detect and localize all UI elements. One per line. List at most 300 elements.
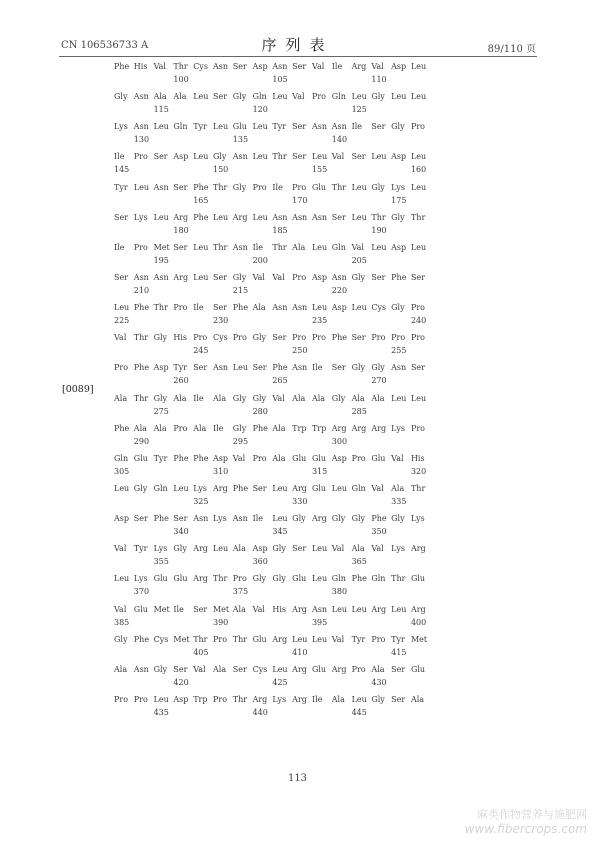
sequence-block	[114, 183, 444, 213]
residue: Glu	[153, 574, 168, 584]
position-number	[272, 135, 292, 145]
position-number	[332, 196, 352, 206]
position-number	[352, 618, 372, 628]
position-number: 135	[232, 135, 249, 145]
residue: Tyr	[114, 182, 128, 192]
residue: Arg	[292, 483, 307, 493]
position-number	[114, 527, 134, 537]
residue: Pro	[133, 242, 148, 252]
position-number	[213, 527, 233, 537]
patent-number: CN 106536733 A	[61, 40, 149, 51]
residue: Gly	[252, 333, 267, 343]
position-number	[332, 407, 352, 417]
residue: Arg	[410, 544, 426, 554]
position-number	[312, 256, 332, 266]
position-number	[134, 407, 154, 417]
residue: Thr	[272, 152, 287, 162]
position-number	[253, 678, 273, 688]
residue: Ser	[252, 363, 267, 373]
position-number	[371, 437, 391, 447]
residue: Leu	[410, 152, 427, 162]
position-number	[332, 708, 352, 718]
position-number	[173, 497, 193, 507]
residue: Tyr	[391, 634, 405, 644]
residue: Ser	[351, 152, 366, 162]
position-number	[193, 407, 213, 417]
position-number: 245	[193, 346, 209, 356]
residue: Glu	[292, 574, 307, 584]
residue-row	[114, 454, 431, 464]
position-number	[292, 678, 312, 688]
residue: Pro	[133, 694, 148, 704]
position-number	[193, 165, 213, 175]
position-number	[114, 135, 134, 145]
residue: Ala	[173, 92, 187, 102]
position-number	[213, 346, 233, 356]
residue: Asp	[252, 544, 268, 554]
residue: Gln	[331, 574, 346, 584]
residue: Ser	[410, 363, 425, 373]
residue: Ile	[252, 242, 264, 252]
residue: Met	[212, 604, 230, 614]
position-number	[213, 286, 233, 296]
position-number	[134, 557, 154, 567]
position-number	[272, 105, 292, 115]
residue: Gly	[232, 92, 247, 102]
position-number	[154, 376, 174, 386]
residue: Ser	[193, 604, 208, 614]
position-number	[411, 105, 431, 115]
residue: Ala	[212, 393, 227, 403]
position-number	[312, 346, 332, 356]
residue: Ala	[153, 92, 167, 102]
position-number: 395	[311, 617, 328, 627]
residue: Arg	[331, 664, 347, 674]
position-number	[233, 226, 253, 236]
residue: Leu	[232, 363, 248, 373]
residue-row	[114, 62, 431, 72]
position-number: 335	[391, 496, 407, 506]
position-number	[272, 648, 292, 658]
residue: Phe	[153, 514, 169, 524]
residue: Val	[351, 242, 364, 252]
position-number	[292, 557, 312, 567]
position-number	[371, 557, 391, 567]
residue: Asn	[272, 212, 288, 222]
residue: Leu	[351, 694, 367, 704]
position-number	[154, 165, 174, 175]
residue: His	[410, 453, 425, 463]
residue: Arg	[272, 634, 288, 644]
sequence-listing	[114, 62, 444, 725]
position-number: 375	[232, 587, 249, 597]
position-number	[134, 316, 154, 326]
position-number	[272, 196, 292, 206]
position-row	[114, 105, 431, 115]
residue: Leu	[410, 242, 427, 252]
position-number	[312, 527, 332, 537]
position-number: 400	[410, 617, 427, 627]
residue: Ser	[153, 152, 168, 162]
residue: Thr	[232, 694, 248, 704]
position-number	[134, 527, 154, 537]
residue: Lys	[391, 423, 405, 433]
position-row	[114, 196, 431, 206]
position-number	[173, 587, 193, 597]
position-number	[114, 226, 134, 236]
position-number	[253, 467, 273, 477]
residue: Val	[252, 272, 265, 282]
position-number: 235	[311, 316, 328, 326]
residue: Pro	[292, 333, 307, 343]
residue: Asn	[232, 514, 248, 524]
residue-row	[114, 243, 431, 253]
residue: Ser	[371, 272, 386, 282]
residue: Arg	[252, 694, 268, 704]
sequence-block	[114, 273, 444, 303]
position-number	[312, 135, 332, 145]
position-number	[154, 346, 174, 356]
position-number	[253, 135, 273, 145]
residue: Arg	[173, 212, 189, 222]
residue-row	[114, 695, 431, 705]
position-number: 290	[133, 436, 150, 446]
position-number	[411, 708, 431, 718]
residue: Leu	[351, 182, 367, 192]
residue: Ser	[292, 152, 307, 162]
sequence-block	[114, 213, 444, 243]
position-number	[134, 105, 154, 115]
position-number: 210	[133, 285, 150, 295]
residue: Gly	[331, 393, 346, 403]
position-number	[134, 467, 154, 477]
residue: Asn	[331, 272, 347, 282]
position-number	[114, 346, 134, 356]
residue: Val	[193, 664, 206, 674]
position-number: 275	[153, 406, 169, 416]
position-number	[312, 407, 332, 417]
residue: Gly	[114, 92, 128, 102]
residue: Asn	[232, 152, 248, 162]
residue: Ile	[351, 122, 363, 132]
position-number	[213, 557, 233, 567]
residue: Ala	[410, 694, 425, 704]
residue: Leu	[193, 152, 209, 162]
residue: Phe	[173, 453, 189, 463]
position-number	[312, 648, 332, 658]
residue: Glu	[410, 664, 426, 674]
position-number	[213, 376, 233, 386]
position-number	[292, 75, 312, 85]
residue: Phe	[133, 303, 150, 313]
residue: Gly	[371, 92, 385, 102]
residue: Gly	[351, 272, 366, 282]
residue: Ala	[292, 393, 306, 403]
residue: Lys	[133, 574, 148, 584]
position-number	[213, 497, 233, 507]
residue: Leu	[311, 574, 328, 584]
residue: Ala	[272, 453, 286, 463]
position-row	[114, 407, 431, 417]
residue: His	[133, 62, 148, 71]
residue: Thr	[272, 242, 287, 252]
position-number	[272, 407, 292, 417]
residue: Lys	[193, 483, 207, 493]
position-number	[332, 226, 352, 236]
position-number	[352, 497, 372, 507]
position-number	[114, 557, 134, 567]
residue: Tyr	[173, 363, 188, 373]
position-number	[154, 437, 174, 447]
position-number	[134, 75, 154, 85]
residue: Asp	[391, 152, 407, 162]
residue: Leu	[114, 483, 130, 493]
residue: Gly	[252, 574, 267, 584]
position-number	[154, 196, 174, 206]
position-number	[391, 407, 411, 417]
residue: Ile	[311, 363, 323, 373]
position-number	[213, 708, 233, 718]
position-number	[154, 648, 174, 658]
residue: Asn	[232, 242, 248, 252]
position-number	[134, 618, 154, 628]
residue: Ser	[391, 694, 406, 704]
position-number: 120	[252, 105, 268, 115]
position-number	[114, 286, 134, 296]
position-number	[411, 407, 431, 417]
position-number: 190	[371, 225, 387, 235]
residue: Pro	[391, 333, 406, 343]
position-number	[352, 165, 372, 175]
residue: Pro	[410, 303, 425, 313]
position-number: 200	[252, 255, 268, 265]
position-number	[154, 527, 174, 537]
position-number	[292, 316, 312, 326]
position-number	[411, 75, 431, 85]
residue: Ser	[173, 242, 188, 252]
position-row	[114, 557, 431, 567]
residue: Leu	[371, 242, 387, 252]
residue: Pro	[232, 333, 247, 343]
position-number	[352, 286, 372, 296]
position-number	[411, 678, 431, 688]
residue: Asp	[331, 453, 347, 463]
position-number	[352, 226, 372, 236]
residue: Phe	[114, 423, 130, 433]
position-number	[253, 75, 273, 85]
residue: Gly	[133, 483, 148, 493]
position-number	[411, 376, 431, 386]
position-number: 355	[153, 557, 169, 567]
residue-row	[114, 635, 431, 645]
residue: Val	[311, 62, 325, 71]
residue: Pro	[410, 122, 425, 132]
residue: Pro	[292, 272, 307, 282]
residue: Gly	[114, 634, 128, 644]
position-number	[193, 618, 213, 628]
position-number	[114, 407, 134, 417]
residue: Leu	[351, 92, 367, 102]
position-number	[411, 346, 431, 356]
residue: Tyr	[193, 122, 207, 132]
residue: Gly	[212, 152, 227, 162]
position-row	[114, 376, 431, 386]
position-number	[391, 376, 411, 386]
position-number	[312, 678, 332, 688]
position-number	[391, 75, 411, 85]
residue-row	[114, 544, 431, 554]
position-number	[213, 437, 233, 447]
residue: Leu	[410, 393, 427, 403]
position-number	[371, 407, 391, 417]
position-number	[173, 316, 193, 326]
position-number	[371, 286, 391, 296]
residue: Gly	[371, 363, 385, 373]
position-number: 145	[114, 165, 130, 175]
position-number	[134, 346, 154, 356]
position-number	[352, 467, 372, 477]
position-number	[173, 346, 193, 356]
residue: Val	[114, 604, 127, 614]
residue: Asp	[252, 62, 268, 71]
position-number	[233, 316, 253, 326]
position-number: 385	[114, 617, 130, 627]
position-number: 125	[351, 105, 367, 115]
position-number	[114, 196, 134, 206]
residue: Pro	[311, 333, 326, 343]
position-number: 365	[351, 557, 367, 567]
position-number	[213, 105, 233, 115]
position-number	[371, 497, 391, 507]
residue: Glu	[311, 182, 327, 192]
residue-row	[114, 333, 431, 343]
sequence-block	[114, 303, 444, 333]
position-number	[272, 618, 292, 628]
residue: Gly	[391, 303, 405, 313]
position-number	[391, 618, 411, 628]
sequence-block	[114, 122, 444, 152]
residue: Ser	[212, 303, 228, 313]
position-number	[173, 256, 193, 266]
position-number: 255	[391, 346, 407, 356]
position-number	[114, 105, 134, 115]
residue: Ser	[272, 333, 287, 343]
position-number	[292, 256, 312, 266]
residue: Leu	[331, 483, 347, 493]
residue: Ile	[252, 514, 264, 524]
position-number: 115	[153, 105, 169, 115]
position-number	[134, 648, 154, 658]
position-number: 320	[410, 466, 427, 476]
position-number	[332, 678, 352, 688]
residue: Leu	[391, 92, 407, 102]
sequence-block	[114, 574, 444, 604]
position-number	[173, 135, 193, 145]
residue-row	[114, 213, 431, 223]
position-number	[213, 678, 233, 688]
position-number	[233, 75, 253, 85]
position-number	[233, 407, 253, 417]
residue: His	[272, 604, 287, 614]
position-number: 285	[351, 406, 367, 416]
position-number	[272, 437, 292, 447]
position-number	[253, 497, 273, 507]
residue: Glu	[292, 453, 307, 463]
residue: Gly	[351, 514, 366, 524]
residue: Val	[331, 634, 345, 644]
position-number	[292, 105, 312, 115]
position-row	[114, 648, 431, 658]
residue: Glu	[311, 664, 327, 674]
residue: Ala	[371, 664, 385, 674]
position-number	[312, 75, 332, 85]
residue: Val	[371, 62, 384, 71]
residue: Met	[410, 634, 428, 644]
residue: Pro	[371, 333, 386, 343]
position-number: 345	[272, 527, 288, 537]
position-number	[371, 105, 391, 115]
position-row	[114, 75, 431, 85]
residue: Asn	[153, 182, 169, 192]
position-number	[193, 376, 213, 386]
residue: Val	[272, 272, 285, 282]
position-number	[193, 527, 213, 537]
position-number: 100	[173, 75, 189, 84]
residue: Arg	[371, 423, 387, 433]
residue: Ala	[114, 393, 128, 403]
position-number	[193, 678, 213, 688]
residue: Asp	[311, 272, 327, 282]
residue: Ile	[331, 62, 343, 71]
position-number: 185	[272, 225, 288, 235]
position-number	[391, 286, 411, 296]
residue: Arg	[351, 423, 367, 433]
position-number	[411, 527, 431, 537]
residue: Met	[153, 242, 170, 252]
residue: Gly	[232, 182, 247, 192]
residue: Leu	[391, 604, 407, 614]
residue: Thr	[410, 483, 426, 493]
position-number: 220	[331, 285, 348, 295]
residue: Ile	[311, 694, 323, 704]
residue: Leu	[193, 92, 209, 102]
position-number	[154, 226, 174, 236]
residue: Glu	[252, 634, 267, 644]
position-number	[233, 196, 253, 206]
position-number	[312, 286, 332, 296]
position-number	[134, 376, 154, 386]
position-number	[114, 75, 134, 85]
sequence-block	[114, 394, 444, 424]
position-number	[193, 226, 213, 236]
residue: Val	[371, 544, 384, 554]
residue: Ala	[193, 423, 207, 433]
residue: Ser	[331, 363, 346, 373]
position-number	[154, 678, 174, 688]
residue: Ala	[173, 393, 187, 403]
residue: Gly	[391, 212, 405, 222]
residue: Pro	[351, 453, 366, 463]
position-number	[332, 557, 352, 567]
residue: Thr	[391, 574, 406, 584]
position-number	[352, 75, 372, 85]
sequence-block	[114, 333, 444, 363]
position-number	[233, 618, 253, 628]
residue: Ala	[331, 694, 345, 704]
residue: Pro	[173, 423, 188, 433]
residue: Pro	[114, 694, 129, 704]
residue: Pro	[371, 634, 386, 644]
